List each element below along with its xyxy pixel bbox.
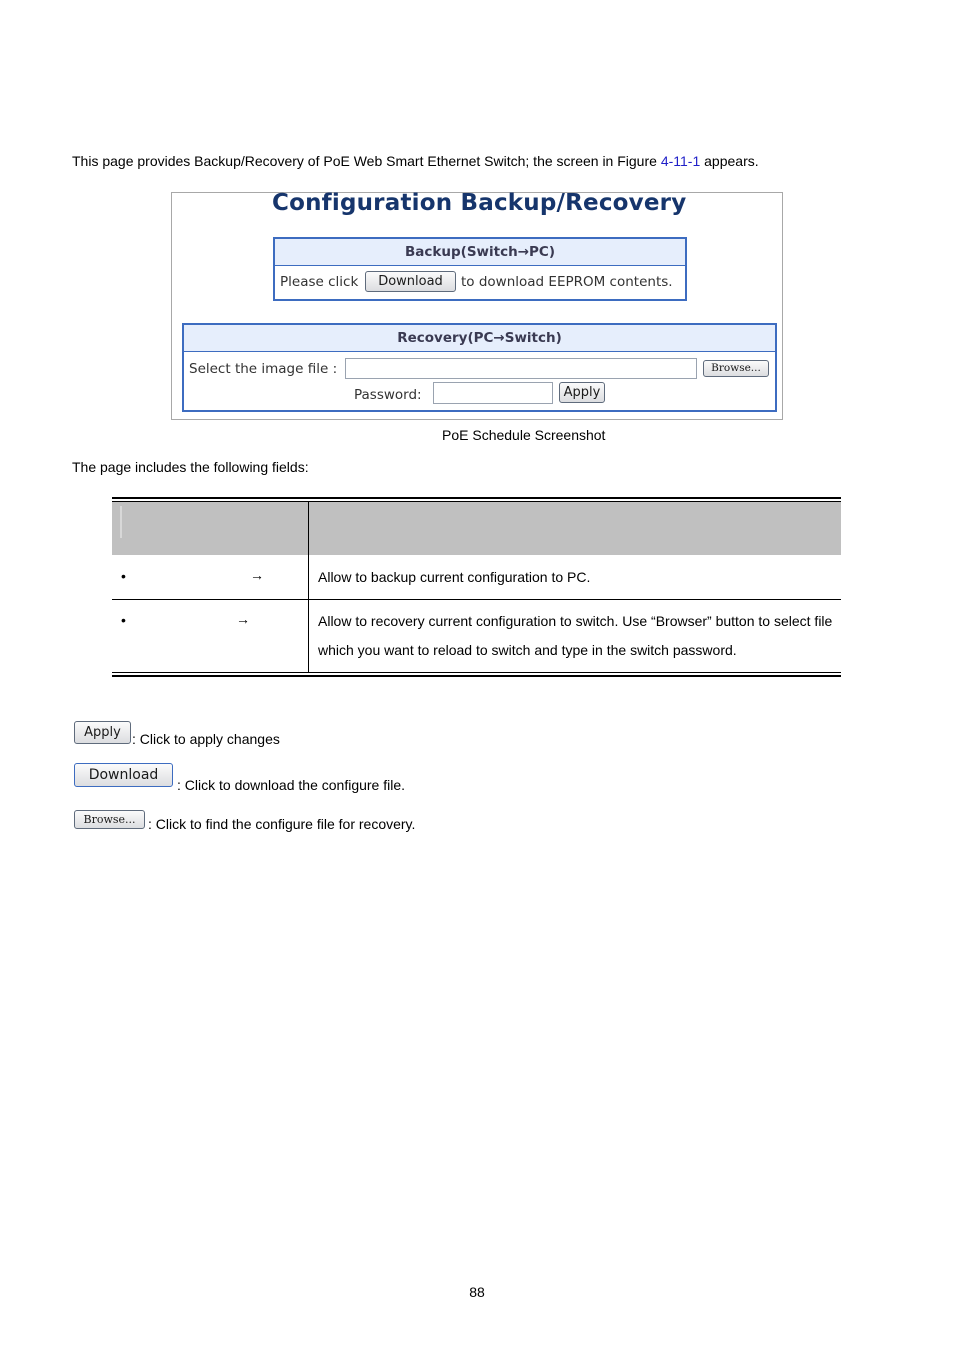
intro-paragraph bbox=[72, 153, 759, 169]
backup-download-button[interactable]: Download bbox=[365, 271, 456, 292]
arrow-right-icon: → bbox=[236, 611, 250, 627]
table-header-row bbox=[112, 502, 841, 555]
figure-reference-link[interactable]: 4-11-1 bbox=[660, 153, 701, 169]
image-file-input[interactable] bbox=[345, 358, 697, 379]
legend-download-button[interactable]: Download bbox=[74, 763, 173, 787]
screenshot-title: Configuration Backup/Recovery bbox=[272, 190, 687, 216]
legend-download-text: : Click to download the configure file. bbox=[177, 777, 406, 793]
recovery-panel-header: Recovery(PC→Switch) bbox=[184, 325, 775, 352]
legend-apply-text: : Click to apply changes bbox=[132, 731, 280, 747]
figure-caption: PoE Schedule Screenshot bbox=[442, 427, 606, 443]
row-bullet: • bbox=[121, 612, 126, 628]
intro-text-after: appears. bbox=[700, 153, 759, 169]
row-bullet: • bbox=[121, 568, 126, 584]
fields-intro-text: The page includes the following fields: bbox=[72, 459, 309, 475]
arrow-right-icon: → bbox=[250, 567, 264, 583]
page-number: 88 bbox=[469, 1284, 485, 1300]
intro-text-before: This page provides Backup/Recovery of PoE Web Smart Ethernet Switch; the screen in Figure bbox=[72, 153, 661, 169]
table-row-separator bbox=[112, 599, 841, 600]
backup-download-description: to download EEPROM contents. bbox=[461, 274, 673, 290]
browse-button[interactable]: Browse... bbox=[703, 360, 769, 377]
legend-apply-button[interactable]: Apply bbox=[74, 721, 131, 744]
table-bottom-rule bbox=[112, 675, 841, 677]
row-description: Allow to recovery current configuration to switch. Use “Browser” button to select file which you want to reload to switch and type in the switch password. bbox=[318, 613, 833, 658]
select-image-file-label: Select the image file : bbox=[189, 361, 338, 377]
table-column-divider bbox=[308, 555, 309, 673]
backup-please-click-text: Please click bbox=[280, 274, 359, 290]
recovery-panel bbox=[182, 323, 777, 412]
config-backup-screenshot bbox=[171, 192, 783, 420]
table-bottom-rule-inner bbox=[112, 672, 841, 673]
legend-browse-text: : Click to find the configure file for recovery. bbox=[148, 816, 416, 832]
recovery-apply-button[interactable]: Apply bbox=[559, 382, 605, 403]
backup-panel bbox=[273, 237, 687, 301]
backup-panel-header: Backup(Switch→PC) bbox=[275, 239, 685, 266]
row-description: Allow to backup current configuration to PC. bbox=[318, 569, 591, 585]
legend-browse-button[interactable]: Browse... bbox=[74, 810, 145, 829]
table-top-rule bbox=[112, 497, 841, 499]
password-input[interactable] bbox=[433, 382, 553, 404]
password-label: Password: bbox=[354, 387, 422, 403]
